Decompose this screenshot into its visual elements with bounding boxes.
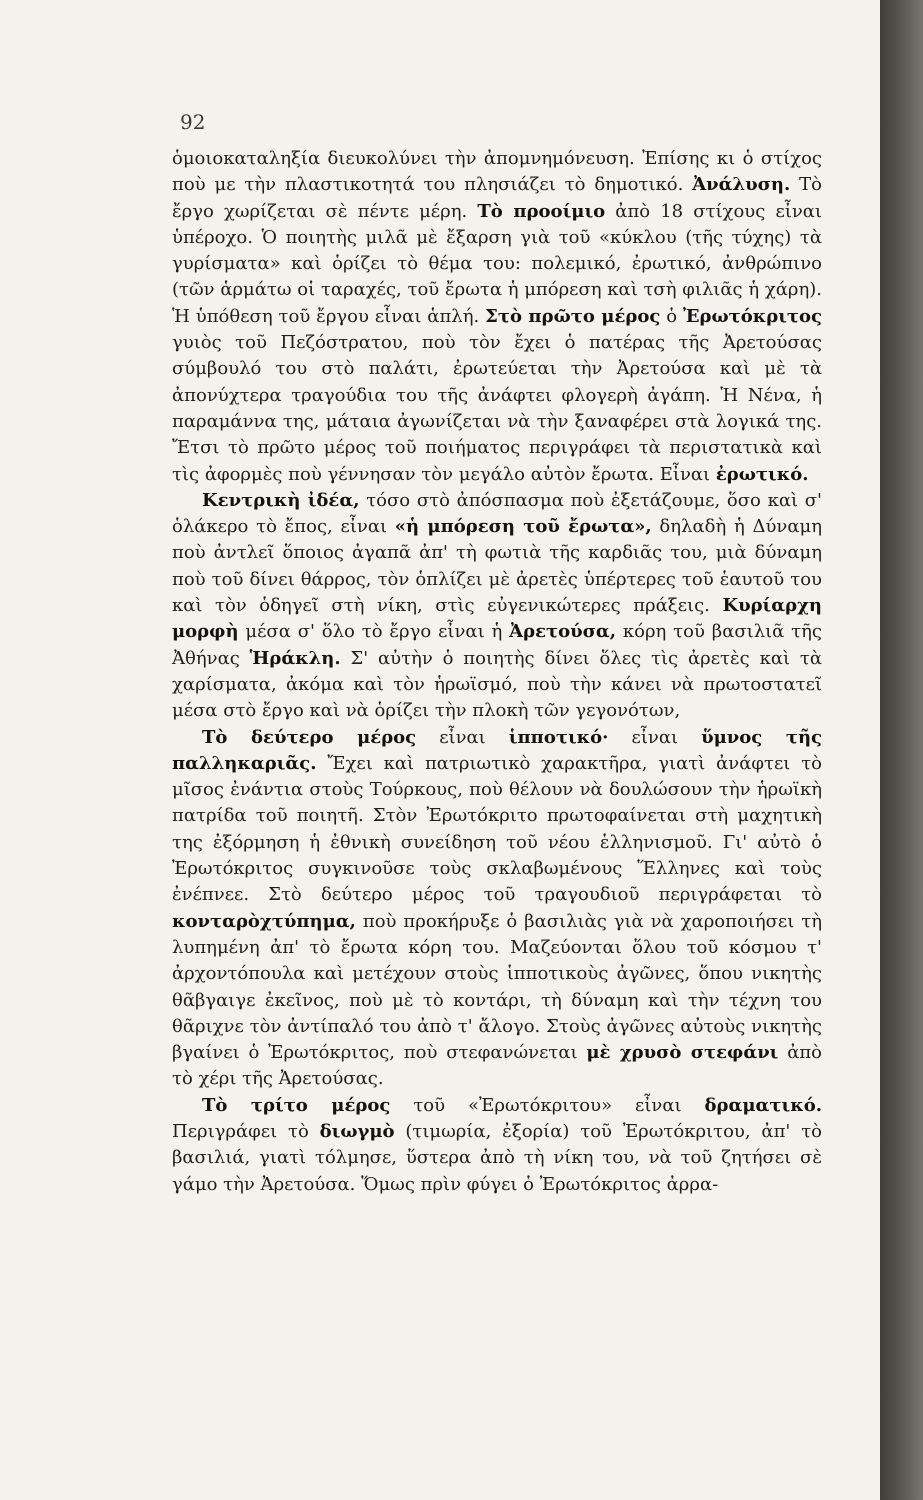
text-run: Περιγράφει τὸ [172,1120,320,1142]
text-run: γυιὸς τοῦ Πεζόστρατου, ποὺ τὸν ἔχει ὁ πατέρας τῆς Ἀρετούσας σύμβουλό του στὸ παλάτι, ἐρωτεύεται τὴν Ἀρετούσα καὶ μὲ τὰ ἀπονύχτερα τραγούδια του τῆς ἀνάφτει φλογερὴ ἀγάπη. Ἡ Νένα, ἡ παραμάννα της, μάταια ἀγωνίζεται νὰ τὴν ξαναφέρει στὰ λογικά της. Ἔτσι τὸ πρῶτο μέρος τοῦ ποιήματος περιγράφει τὰ περιστατικὰ καὶ τὶς ἀφορμὲς ποὺ γέννησαν τὸν μεγάλο αὐτὸν ἔρωτα. Εἶναι [172,332,822,485]
bold-term: ἐρωτικό. [715,463,809,485]
text-run: ποὺ προκήρυξε ὁ βασιλιὰς γιὰ νὰ χαροποιήσει τὴ λυπημένη ἀπ' τὸ ἔρωτα κόρη του. Μαζεύονται ὅλου τοῦ κόσμου τ' ἀρχοντόπουλα καὶ μετέχουν στοὺς ἱπποτικοὺς ἀγῶνες, ὅπου νικητὴς θᾶβγαιγε ἐκεῖνος, ποὺ μὲ τὸ κοντάρι, τὴ δύναμη καὶ τὴν τέχνη του θᾶριχνε τὸν ἀντίπαλό του ἀπὸ τ' ἄλογο. Στοὺς ἀγῶνες αὐτοὺς νικητὴς βγαίνει ὁ Ἐρωτόκριτος, ποὺ στεφανώνεται [172,910,822,1064]
bold-term: Τὸ προοίμιο [477,200,606,222]
bold-term: Κεντρικὴ ἰδέα, [202,489,360,511]
text-run: (τιμωρία, ἐξορία) τοῦ Ἐρωτόκριτου, ἀπ' τὸ βασιλιά, γιατὶ τόλμησε, ὕστερα ἀπὸ τὴ νίκη του, νὰ τοῦ ζητήσει σὲ γάμο τὴν Ἀρετούσα. Ὅμως πρὶν φύγει ὁ Ἐρωτόκριτος ἀρρα- [172,1120,822,1195]
bold-term: δραματικό. [704,1094,822,1116]
bold-term: κονταρὸχτύπημα, [172,910,356,932]
page-number: 92 [180,110,206,134]
paragraph-third-part [172,1093,822,1198]
text-run: ἀπὸ 18 στίχους εἶναι ὑπέροχο. Ὁ ποιητὴς μιλᾶ μὲ ἔξαρση γιὰ τοῦ «κύκλου (τῆς τύχης) τὰ γυρίσματα» καὶ ὁρίζει τὸ θέμα του: πολεμικό, ἐρωτικό, ἀνθρώπινο (τῶν ἁρμάτω οἱ ταραχές, τοῦ ἔρωτα ἡ μπόρεση καὶ τσὴ φιλιᾶς ἡ χάρη). Ἡ ὑπόθεση τοῦ ἔργου εἶναι ἁπλή. [172,200,822,327]
bold-term: «ἡ μπόρεση τοῦ ἔρωτα», [394,516,652,538]
body-text [172,146,822,1198]
bold-term: Ἐρωτόκριτος [683,305,822,327]
paragraph-central-idea [172,488,822,725]
bold-term: μὲ χρυσὸ στεφάνι [586,1042,779,1064]
text-run: Σ' αὐτὴν ὁ ποιητὴς δίνει ὅλες τὶς ἀρετὲς καὶ τὰ χαρίσματα, ἀκόμα καὶ τὸν ἡρωϊσμό, ποὺ τὴν κάνει νὰ πρωτοστατεῖ μέσα στὸ ἔργο καὶ νὰ ὁρίζει τὴν πλοκὴ τῶν γεγονότων, [172,647,822,722]
paragraph-analysis [172,146,822,488]
bold-term: Τὸ δεύτερο μέρος [202,726,417,748]
text-run: Ἔχει καὶ πατριωτικὸ χαρακτῆρα, γιατὶ ἀνάφτει τὸ μῖσος ἐνάντια στοὺς Τούρκους, ποὺ θέλουν νὰ δουλώσουν τὴν ἡρωϊκὴ πατρίδα τοῦ ποιητῆ. Στὸν Ἐρωτόκριτο πρωτοφαίνεται στὴ μαχητικὴ της ἐξόρμηση ἡ ἐθνικὴ συνείδηση τοῦ νέου ἑλληνισμοῦ. Γι' αὐτὸ ὁ Ἐρωτόκριτος συγκινοῦσε τοὺς σκλαβωμένους Ἕλληνες καὶ τοὺς ἐνέπνεε. Στὸ δεύτερο μέρος τοῦ τραγουδιοῦ περιγράφεται τὸ [172,752,822,906]
bold-term: ἱπποτικό· [508,726,609,748]
bold-term: Τὸ τρίτο μέρος [202,1094,391,1116]
text-run: τοῦ «Ἐρωτόκριτου» εἶναι [390,1094,705,1116]
text-run: ὁ [660,305,683,327]
text-run: δηλαδὴ ἡ Δύναμη ποὺ ἀντλεῖ ὅποιος ἀγαπᾶ ἀπ' τὴ φωτιὰ τῆς καρδιᾶς του, μιὰ δύναμη ποὺ τοῦ δίνει θάρρος, τὸν ὁπλίζει μὲ ἀρετὲς ὑπέρτερες τοῦ ἑαυτοῦ του καὶ τὸν ὁδηγεῖ στὴ νίκη, στὶς εὐγενικώτερες πράξεις. [172,516,822,617]
bold-term: Ἡράκλη. [249,647,341,669]
text-run: ἀπὸ τὸ χέρι τῆς Ἀρετούσας. [172,1042,823,1090]
bold-term: Ἀρετούσα, [509,621,617,643]
text-run: τόσο στὸ ἀπόσπασμα ποὺ ἐξετάζουμε, ὅσο καὶ σ' ὁλάκερο τὸ ἔπος, εἶναι [172,489,822,538]
text-run: Τὸ ἔργο χωρίζεται σὲ πέντε μέρη. [172,174,822,222]
text-run: μέσα σ' ὅλο τὸ ἔργο εἶναι ἡ [238,621,510,643]
bold-term: Ἀνάλυση. [692,174,791,196]
bold-term: Κυρίαρχη μορφὴ [172,595,822,643]
bold-term: διωγμὸ [319,1120,395,1142]
page-edge-shadow [880,0,923,1500]
paragraph-second-part [172,725,822,1093]
bold-term: Στὸ πρῶτο μέρος [485,305,661,327]
bold-term: ὕμνος τῆς παλληκαριᾶς. [172,726,822,774]
text-run: ὁμοιοκαταληξία διευκολύνει τὴν ἀπομνημόνευση. Ἐπίσης κι ὁ στίχος ποὺ με τὴν πλαστικοτητά του πλησιάζει τὸ δημοτικό. [172,148,822,196]
text-run: κόρη τοῦ βασιλιᾶ τῆς Ἀθήνας [172,621,822,669]
text-run: εἶναι [608,726,702,748]
text-run: εἶναι [416,726,509,748]
